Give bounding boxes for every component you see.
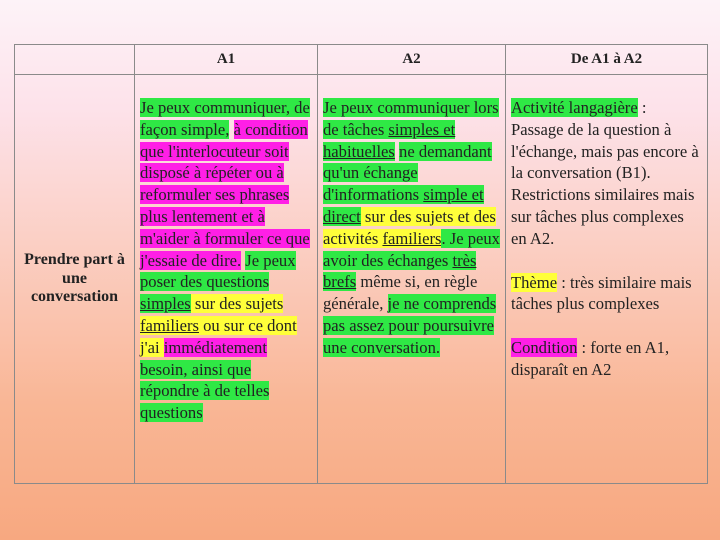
diff-paragraph [511,97,703,250]
highlight-segment: simples [140,294,191,314]
cell-diff [506,75,707,483]
highlight-segment: Activité langagière [511,98,638,117]
highlight-segment: simple et direct [323,185,484,226]
highlight-segment: Je peux poser des questions [140,250,296,292]
highlight-segment: très brefs [323,250,477,292]
highlight-segment: familiers [140,315,199,335]
highlight-segment: Condition [511,338,578,358]
header-a2: A2 [318,45,506,75]
highlight-segment: je ne comprends pas assez pour poursuivre une conversation. [323,294,497,357]
comparison-table [14,44,708,484]
header-a1: A1 [135,45,318,75]
highlight-segment: simples et habituelles [323,119,456,161]
row-label: Prendre part à une conversation [15,75,135,483]
diff-paragraph [511,272,703,316]
cell-a2 [318,75,506,483]
highlight-segment: ne demandant qu'un échange d'informations [323,141,492,205]
highlight-segment: sur des sujets et des activités [323,206,496,248]
highlight-segment: besoin, ainsi que répondre à de telles questions [140,359,270,423]
highlight-segment: à condition que l'interlocuteur soit disposé à répéter ou à reformuler ses phrases plus lentement et à m'aider à formuler ce que j'essaie de dire. [140,119,310,270]
header-diff: De A1 à A2 [506,45,707,75]
highlight-segment: : très similaire mais tâches plus complexes [511,272,692,314]
highlight-segment: immédiatement [163,337,267,357]
highlight-segment: : Passage de la question à l'échange, mais pas encore à la conversation (B1). Restrictions similaires mais sur tâches plus complexes en A2. [511,98,699,248]
highlight-segment: ou sur ce dont j'ai [140,315,297,357]
cell-a1 [135,75,318,483]
highlight-segment: Thème [511,272,558,292]
highlight-segment: Je peux communiquer, de façon simple, [140,98,310,139]
header-empty [15,45,135,75]
highlight-segment [229,120,233,139]
highlight-segment: même si, en règle générale, [323,272,478,314]
highlight-segment: familiers [382,228,442,248]
highlight-segment: sur des sujets [190,294,284,314]
highlight-segment: Je peux communiquer lors de tâches [323,98,499,139]
diff-paragraph [511,337,703,381]
highlight-segment: . Je peux avoir des échanges [323,228,500,270]
highlight-segment: : forte en A1, disparaît en A2 [511,338,670,379]
